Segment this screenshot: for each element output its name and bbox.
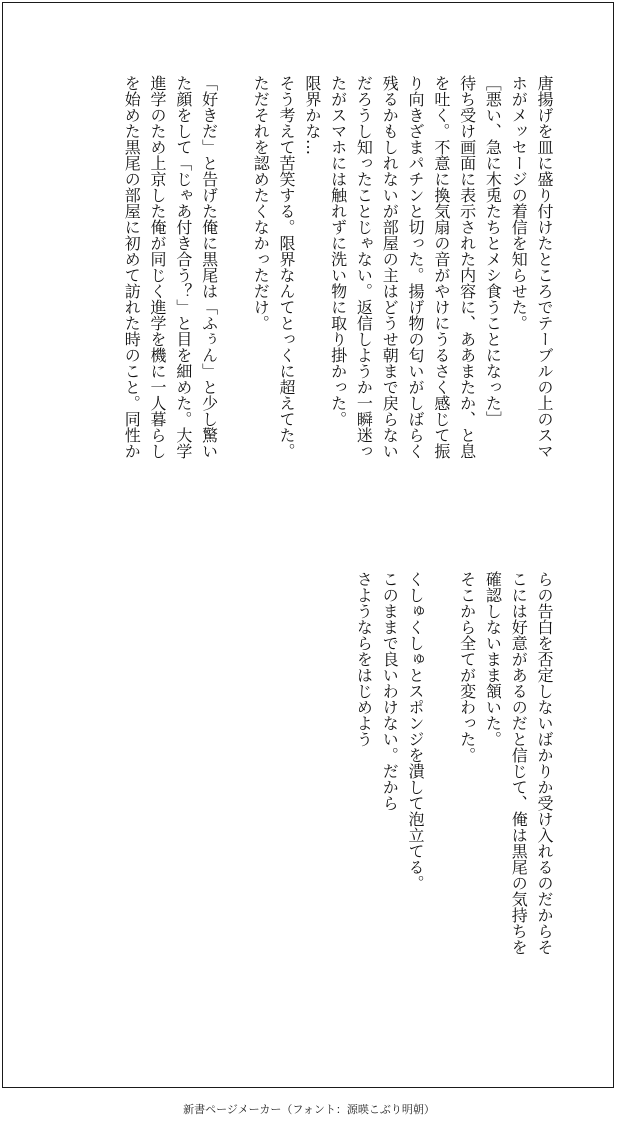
- text-line: 残るかもしれないが部屋の主はどうせ朝まで戻らない: [380, 75, 400, 459]
- upper-text-block: [57, 75, 557, 523]
- text-line: り向きざまパチンと切った。揚げ物の匂いがしばらく: [406, 75, 426, 459]
- blank-line: [222, 75, 248, 523]
- text-line: ただそれを認めたくなかっただけ。: [251, 75, 271, 331]
- text-line: さようならをはじめよう: [354, 571, 374, 747]
- text-line: 待ち受け画面に表示された内容に、ああまたか、と息: [457, 75, 477, 459]
- text-line: 唐揚げを皿に盛り付けたところでテーブルの上のスマ: [535, 75, 554, 459]
- text-line: ［悪い、急に木兎たちとメシ食うことになった］: [483, 75, 503, 427]
- text-line: た顔をして「じゃあ付き合う？」と目を細めた。大学: [173, 75, 193, 459]
- blank-line: [428, 571, 454, 1019]
- text-line: 進学のため上京した俺が同じく進学を機に一人暮らし: [148, 75, 168, 459]
- text-line: だろうし知ったことじゃない。返信しようか一瞬迷っ: [354, 75, 374, 459]
- text-line: くしゅくしゅとスポンジを潰して泡立てる。: [406, 571, 426, 891]
- lower-text-block: [57, 571, 557, 1019]
- text-line: このままで良いわけない。だから: [380, 571, 400, 811]
- text-line: そう考えて苦笑する。限界なんてとっくに超えてた。: [277, 75, 297, 459]
- text-line: 限界かな…: [302, 75, 322, 155]
- text-line: 確認しないまま頷いた。: [483, 571, 503, 747]
- text-line: そこから全てが変わった。: [457, 571, 477, 763]
- text-line: を吐く。不意に換気扇の音がやけにうるさく感じて振: [431, 75, 451, 459]
- text-line: 「好きだ」と告げた俺に黒尾は「ふぅん」と少し驚い: [199, 75, 219, 459]
- text-line: らの告白を否定しないばかりか受け入れるのだからそ: [535, 571, 554, 955]
- text-line: こには好意があるのだと信じて、俺は黒尾の気持ちを: [509, 571, 529, 955]
- text-line: を始めた黒尾の部屋に初めて訪れた時のこと。同性か: [122, 75, 142, 459]
- text-line: たがスマホには触れずに洗い物に取り掛かった。: [328, 75, 348, 427]
- page-frame: [2, 2, 614, 1088]
- text-line: ホがメッセージの着信を知らせた。: [509, 75, 529, 331]
- footer-caption: 新書ページメーカー（フォント：源暎こぶり明朝）: [183, 1103, 435, 1116]
